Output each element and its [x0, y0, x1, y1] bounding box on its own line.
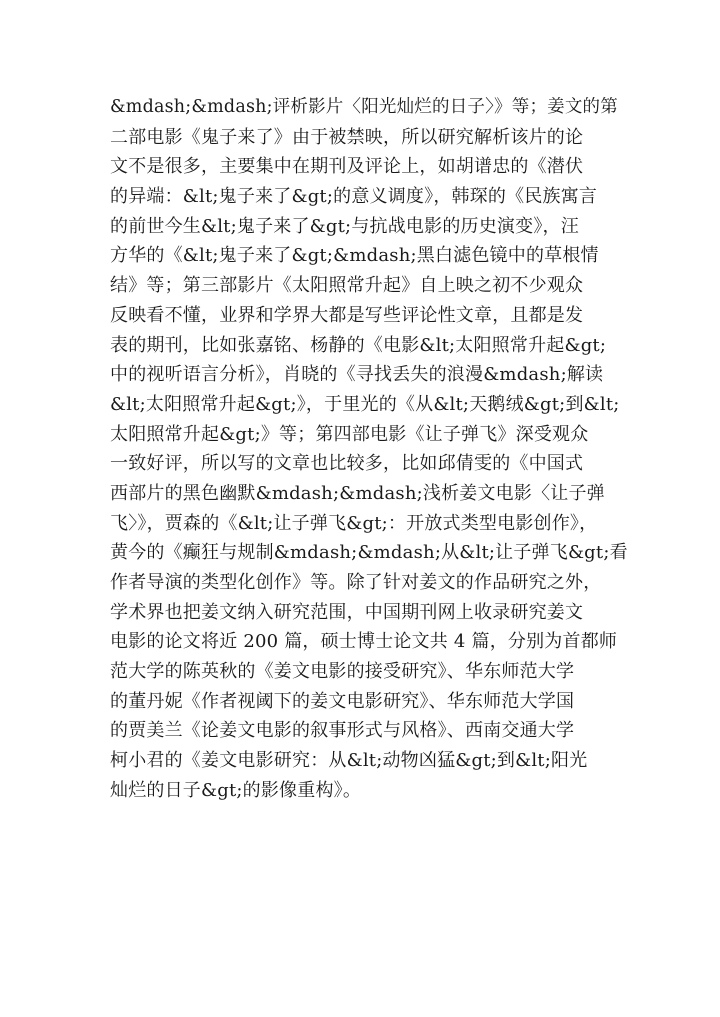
text-line: 的异端：&lt;鬼子来了&gt;的意义调度》，韩琛的《民族寓言	[110, 186, 598, 208]
text-line: 灿烂的日子&gt;的影像重构》。	[110, 779, 362, 801]
text-line: &lt;太阳照常升起&gt;》，于里光的《从&lt;天鹅绒&gt;到&lt;	[110, 393, 620, 415]
text-line: 太阳照常升起&gt;》等；第四部电影《让子弹飞》深受观众	[110, 423, 589, 445]
text-line: 学术界也把姜文纳入研究范围，中国期刊网上收录研究姜文	[110, 601, 584, 623]
text-line: 的前世今生&lt;鬼子来了&gt;与抗战电影的历史演变》，汪	[110, 215, 579, 237]
text-line: 电影的论文将近 200 篇，硕士博士论文共 4 篇，分别为首都师	[110, 631, 618, 653]
text-line: 柯小君的《姜文电影研究：从&lt;动物凶猛&gt;到&lt;阳光	[110, 750, 588, 772]
text-line: 反映看不懂，业界和学界大都是写些评论性文章，且都是发	[110, 304, 584, 326]
text-line: 中的视听语言分析》，肖晓的《寻找丢失的浪漫&mdash;解读	[110, 364, 604, 386]
text-line: 的董丹妮《作者视阈下的姜文电影研究》、华东师范大学国	[110, 690, 575, 712]
text-line: 表的期刊，比如张嘉铭、杨静的《电影&lt;太阳照常升起&gt;	[110, 334, 607, 356]
text-line: 黄今的《癫狂与规制&mdash;&mdash;从&lt;让子弹飞&gt;看	[110, 542, 628, 564]
text-line: 一致好评，所以写的文章也比较多，比如邱倩雯的《中国式	[110, 453, 584, 475]
text-line: 飞〉》，贾森的《&lt;让子弹飞&gt;：开放式类型电影创作》，	[110, 512, 598, 534]
body-paragraph	[110, 93, 630, 806]
text-line: 作者导演的类型化创作》等。除了针对姜文的作品研究之外，	[110, 572, 602, 593]
text-line: 范大学的陈英秋的《姜文电影的接受研究》、华东师范大学	[110, 661, 575, 683]
text-line: 二部电影《鬼子来了》由于被禁映，所以研究解析该片的论	[110, 126, 584, 148]
text-line: &mdash;&mdash;评析影片〈阳光灿烂的日子〉》等；姜文的第	[110, 97, 618, 117]
text-line: 结》等；第三部影片《太阳照常升起》自上映之初不少观众	[110, 275, 584, 297]
text-line: 方华的《&lt;鬼子来了&gt;&mdash;黑白滤色镜中的草根情	[110, 245, 599, 267]
text-line: 文不是很多，主要集中在期刊及评论上，如胡谱忠的《潜伏	[110, 156, 584, 178]
text-line: 的贾美兰《论姜文电影的叙事形式与风格》、西南交通大学	[110, 720, 575, 742]
text-line: 西部片的黑色幽默&mdash;&mdash;浅析姜文电影〈让子弹	[110, 482, 605, 504]
